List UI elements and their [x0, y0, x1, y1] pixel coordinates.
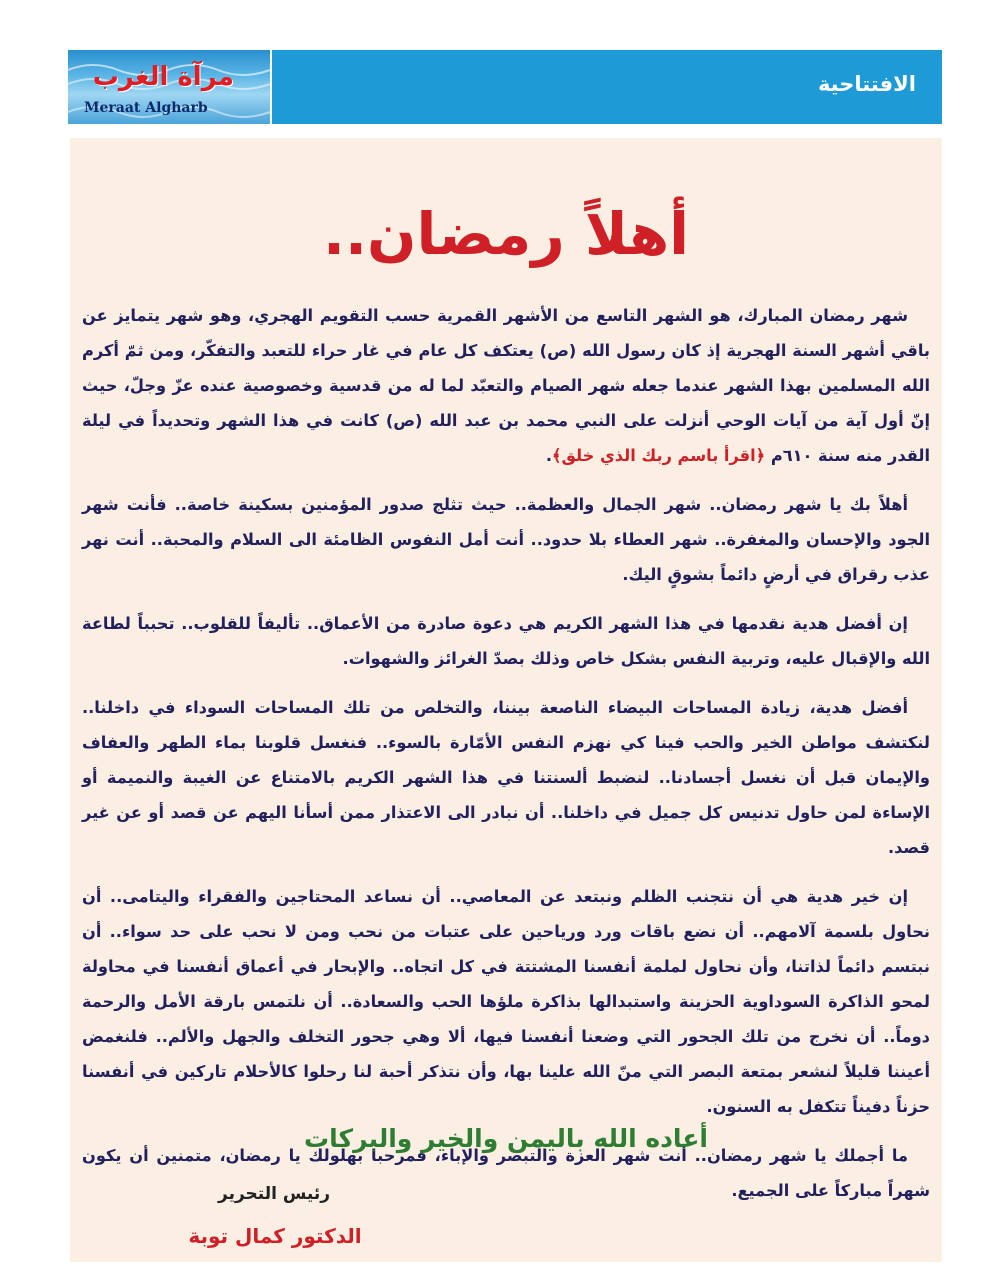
header-bar	[272, 50, 942, 124]
paragraph: إن أفضل هدية نقدمها في هذا الشهر الكريم هي دعوة صادرة من الأعماق.. تأليفاً للقلوب.. تحبباً لطاعة الله والإقبال عليه، وتربية النفس بشكل خاص وذلك بصدّ الغرائز والشهوات.	[82, 614, 930, 668]
paragraph: أهلاً بك يا شهر رمضان.. شهر الجمال والعظمة.. حيث تثلج صدور المؤمنين بسكينة خاصة.. فأنت شهر الجود والإحسان والمغفرة.. شهر العطاء بلا حدود.. أنت أمل النفوس الظامئة الى السلام والمحبة.. أنت نهر عذب رقراق في أرضٍ دائماً بشوقٍ اليك.	[82, 495, 930, 584]
paragraph: أفضل هدية، زيادة المساحات البيضاء الناصعة بيننا، والتخلص من تلك المساحات السوداء في داخلنا.. لنكتشف مواطن الخير والحب فينا كي نهزم النفس الأمّارة بالسوء.. فنغسل قلوبنا بماء الطهر والعفاف والإيمان قبل أن نغسل أجسادنا.. لنضبط ألسنتنا في هذا الشهر الكريم بالامتناع عن الغيبة والنميمة أو الإساءة لمن حاول تدنيس كل جميل في داخلنا.. أن نبادر الى الاعتذار ممن أسأنا اليهم عن قصد أو عن غير قصد.	[82, 698, 930, 857]
article-title: أهلاً رمضان..	[322, 200, 690, 268]
paragraph-text: شهر رمضان المبارك، هو الشهر التاسع من الأشهر القمرية حسب التقويم الهجري، وهو شهر يتمايز عن باقي أشهر السنة الهجرية إذ كان رسول الله (ص) يعتكف كل عام في غار حراء للتعبد والتفكّر، ومن ثمّ أكرم الله المسلمين بهذا الشهر عندما جعله شهر الصيام والتعبّد لما له من قدسية وخصوصية عنده عزّ وجلّ، حيث إنّ أول آية من آيات الوحي أنزلت على النبي محمد بن عبد الله (ص) كانت في هذا الشهر وتحديداً في ليلة القدر منه سنة ٦١٠م	[82, 306, 930, 465]
section-title: الافتتاحية	[817, 72, 916, 96]
quran-verse: ﴿اقرأ باسم ربك الذي خلق﴾	[551, 446, 766, 465]
closing-prayer: أعاده الله باليمن والخير والبركات	[304, 1124, 708, 1153]
magazine-logo	[68, 50, 270, 124]
logo-english-text: Meraat Algharb	[84, 100, 208, 116]
paragraph: ما أجملك يا شهر رمضان.. أنت شهر العزة والتبصر والإباء، فمرحبا بهلولك يا رمضان، متمنين أن يكون شهراً مباركاً على الجميع.	[82, 1146, 930, 1200]
editor-label: رئيس التحرير	[218, 1184, 330, 1204]
paragraph: إن خير هدية هي أن نتجنب الظلم ونبتعد عن المعاصي.. أن نساعد المحتاجين والفقراء واليتامى.. أن نحاول بلسمة آلامهم.. أن نضع باقات ورد ورياحين على عتبات من نحب ومن لا نحب على حد سواء.. أن نبتسم دائماً لذاتنا، وأن نحاول لملمة أنفسنا المشتتة في كل اتجاه.. والإبحار في أعماق أنفسنا في محاولة لمحو الذاكرة السوداوية الحزينة واستبدالها بذاكرة ملؤها الحب والسعادة.. أن نلتمس بارقة الأمل والرحمة دوماً.. أن نخرج من تلك الجحور التي وضعنا أنفسنا فيها، ألا وهي جحور التخلف والجهل والألم.. فلنغمض أعيننا قليلاً لنشعر بمتعة البصر التي منّ الله علينا بها، وأن نتذكر أحبة لنا رحلوا كالأحلام تاركين في أنفسنا حزناً دفيناً تتكفل به السنون.	[82, 887, 930, 1116]
editor-name: الدكتور كمال توبة	[188, 1224, 362, 1248]
paragraph-tail: .	[545, 446, 552, 465]
logo-arabic-text: مرآة الغرب	[92, 62, 234, 92]
article-body	[82, 298, 930, 1222]
article-box	[70, 138, 942, 1262]
paragraph	[82, 298, 930, 473]
